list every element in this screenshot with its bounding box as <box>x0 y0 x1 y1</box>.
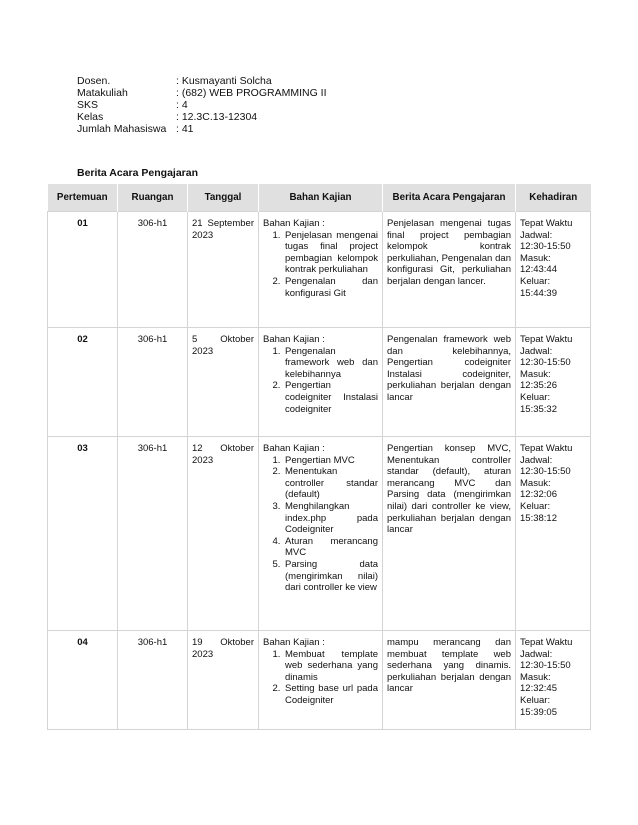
table-row <box>48 631 591 730</box>
cell-kehadiran <box>516 437 591 631</box>
cell-kehadiran <box>516 328 591 437</box>
info-row-kelas <box>77 111 327 123</box>
info-value: : (682) WEB PROGRAMMING II <box>176 87 327 99</box>
cell-ruangan: 306-h1 <box>118 631 188 730</box>
attendance-value: 15:44:39 <box>520 287 557 299</box>
cell-pertemuan: 02 <box>48 328 118 437</box>
cell-ruangan: 306-h1 <box>118 212 188 328</box>
cell-ruangan: 306-h1 <box>118 437 188 631</box>
attendance-value: 12:30-15:50 <box>520 466 571 478</box>
attendance-label: Masuk: <box>520 477 551 489</box>
info-row-dosen <box>77 75 327 87</box>
cell-pertemuan: 04 <box>48 631 118 730</box>
attendance-status: Tepat Waktu <box>520 334 573 345</box>
info-label: Jumlah Mahasiswa <box>77 123 167 135</box>
attendance-label: Keluar: <box>520 391 551 403</box>
table-row <box>48 212 591 328</box>
header-ruangan: Ruangan <box>118 184 188 212</box>
info-label: Dosen. <box>77 75 111 87</box>
cell-pertemuan: 01 <box>48 212 118 328</box>
info-row-sks <box>77 99 327 111</box>
attendance-label: Keluar: <box>520 275 551 287</box>
header-pertemuan: Pertemuan <box>48 184 118 212</box>
bahan-kajian-list <box>263 455 378 594</box>
cell-tanggal: 19 Oktober 2023 <box>188 631 259 730</box>
cell-berita-acara: Pengertian konsep MVC, Menentukan controller standar (default), aturan merancang MVC dan Parsing data (mengirimkan nilai) dari controller ke view, perkuliahan berjalan dengan lancar <box>383 437 516 631</box>
cell-berita-acara: Penjelasan mengenai tugas final project pembagian kelompok kontrak perkuliahan, Pengenalan dan konfigurasi Git, perkuliahan berjalan dengan lancer. <box>383 212 516 328</box>
attendance-status: Tepat Waktu <box>520 443 573 454</box>
teaching-record-table <box>47 184 591 730</box>
list-item: 3. Menghilangkan index.php pada Codeigniter <box>283 501 378 536</box>
header-kehadiran: Kehadiran <box>516 184 591 212</box>
bahan-kajian-heading: Bahan Kajian : <box>263 637 325 648</box>
cell-kehadiran <box>516 631 591 730</box>
info-row-matakuliah <box>77 87 327 99</box>
bahan-kajian-list <box>263 346 378 416</box>
cell-bahan-kajian <box>259 437 383 631</box>
table-header-row <box>48 184 591 212</box>
cell-tanggal: 12 Oktober 2023 <box>188 437 259 631</box>
header-tanggal: Tanggal <box>188 184 259 212</box>
info-label: Matakuliah <box>77 87 128 99</box>
attendance-status: Tepat Waktu <box>520 218 573 229</box>
attendance-label: Jadwal: <box>520 454 553 466</box>
list-item: 2. Setting base url pada Codeigniter <box>283 683 378 706</box>
cell-tanggal: 21 September 2023 <box>188 212 259 328</box>
attendance-value: 12:32:45 <box>520 683 557 695</box>
attendance-value: 12:43:44 <box>520 264 557 276</box>
attendance-label: Masuk: <box>520 252 551 264</box>
list-item: 5. Parsing data (mengirimkan nilai) dari controller ke view <box>283 559 378 594</box>
header-bahan-kajian: Bahan Kajian <box>259 184 383 212</box>
attendance-value: 12:30-15:50 <box>520 241 571 253</box>
attendance-status: Tepat Waktu <box>520 637 573 648</box>
info-value: : 41 <box>176 123 194 135</box>
cell-kehadiran <box>516 212 591 328</box>
bahan-kajian-list <box>263 649 378 707</box>
attendance-label: Jadwal: <box>520 648 553 660</box>
bahan-kajian-heading: Bahan Kajian : <box>263 334 325 345</box>
info-label: SKS <box>77 99 99 111</box>
attendance-label: Masuk: <box>520 671 551 683</box>
attendance-value: 12:32:06 <box>520 489 557 501</box>
cell-berita-acara: mampu merancang dan membuat template web sederhana yang dinamis. perkuliahan berjalan dengan lancar <box>383 631 516 730</box>
attendance-value: 15:35:32 <box>520 403 557 415</box>
bahan-kajian-heading: Bahan Kajian : <box>263 443 325 454</box>
list-item: 2. Pengertian codeigniter Instalasi codeigniter <box>283 380 378 415</box>
attendance-label: Jadwal: <box>520 345 553 357</box>
cell-bahan-kajian <box>259 212 383 328</box>
list-item: 4. Aturan merancang MVC <box>283 536 378 559</box>
attendance-label: Jadwal: <box>520 229 553 241</box>
section-title: Berita Acara Pengajaran <box>77 167 199 179</box>
attendance-label: Keluar: <box>520 500 551 512</box>
cell-bahan-kajian <box>259 631 383 730</box>
bahan-kajian-heading: Bahan Kajian : <box>263 218 325 229</box>
list-item: 1. Pengenalan framework web dan kelebihannya <box>283 346 378 381</box>
list-item: 2. Pengenalan dan konfigurasi Git <box>283 276 378 299</box>
table-row <box>48 437 591 631</box>
cell-pertemuan: 03 <box>48 437 118 631</box>
cell-bahan-kajian <box>259 328 383 437</box>
info-value: : 4 <box>176 99 188 111</box>
course-info <box>77 75 327 135</box>
header-berita-acara: Berita Acara Pengajaran <box>383 184 516 212</box>
list-item: 1. Penjelasan mengenai tugas final project pembagian kelompok kontrak perkuliahan <box>283 230 378 276</box>
table-row <box>48 328 591 437</box>
list-item: 2. Menentukan controller standar (default) <box>283 466 378 501</box>
attendance-value: 15:39:05 <box>520 706 557 718</box>
attendance-label: Keluar: <box>520 694 551 706</box>
cell-ruangan: 306-h1 <box>118 328 188 437</box>
list-item: 1. Pengertian MVC <box>283 455 378 467</box>
info-value: : Kusmayanti Solcha <box>176 75 272 87</box>
list-item: 1. Membuat template web sederhana yang dinamis <box>283 649 378 684</box>
bahan-kajian-list <box>263 230 378 300</box>
cell-tanggal: 5 Oktober 2023 <box>188 328 259 437</box>
attendance-value: 12:30-15:50 <box>520 357 571 369</box>
cell-berita-acara: Pengenalan framework web dan kelebihannya, Pengertian codeigniter Instalasi codeigniter, perkuliahan berjalan dengan lancar <box>383 328 516 437</box>
info-row-jumlah-mahasiswa <box>77 123 327 135</box>
attendance-value: 15:38:12 <box>520 512 557 524</box>
info-label: Kelas <box>77 111 104 123</box>
attendance-value: 12:35:26 <box>520 380 557 392</box>
attendance-value: 12:30-15:50 <box>520 660 571 672</box>
info-value: : 12.3C.13-12304 <box>176 111 258 123</box>
attendance-label: Masuk: <box>520 368 551 380</box>
